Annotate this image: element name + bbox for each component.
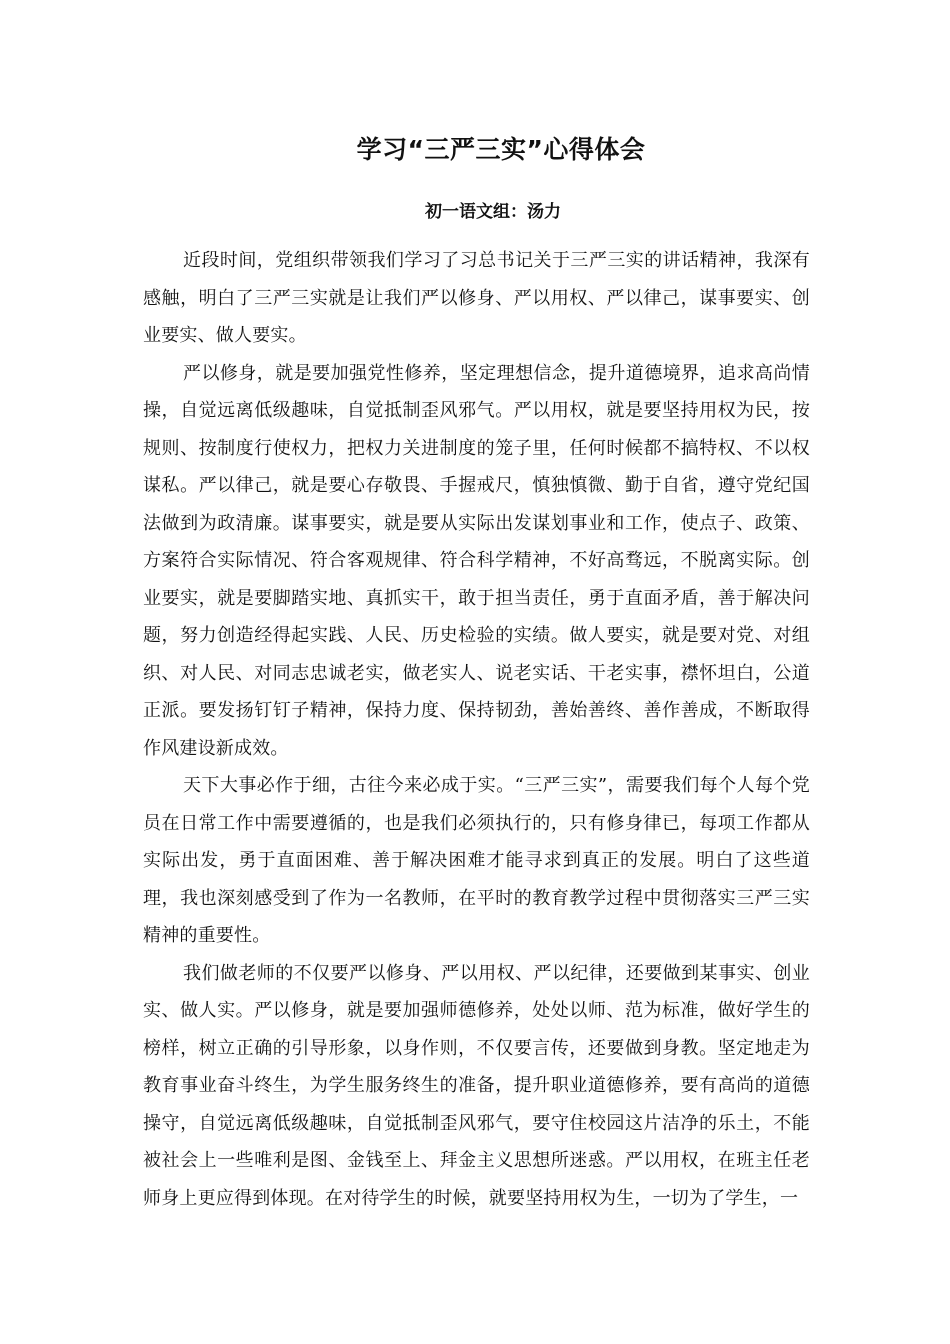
paragraph: 我们做老师的不仅要严以修身、严以用权、严以纪律，还要做到某事实、创业实、做人实。严以修身，就是要加强师德修养，处处以师、范为标准，做好学生的榜样，树立正确的引导形象，以身作则，不仅要言传，还要做到身教。坚定地走为教育事业奋斗终生，为学生服务终生的准备，提升职业道德修养，要有高尚的道德操守，自觉远离低级趣味，自觉抵制歪风邪气，要守住校园这片洁净的乐土，不能被社会上一些唯利是图、金钱至上、拜金主义思想所迷惑。严以用权，在班主任老师身上更应得到体现。在对待学生的时候，就要坚持用权为生，一切为了学生，一 — [143, 962, 810, 1209]
paragraph: 严以修身，就是要加强党性修养，坚定理想信念，提升道德境界，追求高尚情操，自觉远离低级趣味，自觉抵制歪风邪气。严以用权，就是要坚持用权为民，按规则、按制度行使权力，把权力关进制度的笼子里，任何时候都不搞特权、不以权谋私。严以律己，就是要心存敬畏、手握戒尺，慎独慎微、勤于自省，遵守党纪国法做到为政清廉。谋事要实，就是要从实际出发谋划事业和工作，使点子、政策、方案符合实际情况、符合客观规律、符合科学精神，不好高骛远，不脱离实际。创业要实，就是要脚踏实地、真抓实干，敢于担当责任，勇于直面矛盾，善于解决问题，努力创造经得起实践、人民、历史检验的实绩。做人要实，就是要对党、对组织、对人民、对同志忠诚老实，做老实人、说老实话、干老实事，襟怀坦白，公道正派。要发扬钉钉子精神，保持力度、保持韧劲，善始善终、善作善成，不断取得作风建设新成效。 — [143, 362, 810, 759]
document-title: 学习“三严三实”心得体会 — [356, 135, 646, 164]
document-body — [143, 242, 810, 1217]
paragraph: 近段时间，党组织带领我们学习了习总书记关于三严三实的讲话精神，我深有感触，明白了三严三实就是让我们严以修身、严以用权、严以律己，谋事要实、创业要实、做人要实。 — [143, 250, 810, 346]
author-line: 初一语文组：汤力 — [425, 202, 561, 222]
paragraph: 天下大事必作于细，古往今来必成于实。“三严三实”，需要我们每个人每个党员在日常工作中需要遵循的，也是我们必须执行的，只有修身律已，每项工作都从实际出发，勇于直面困难、善于解决困难才能寻求到真正的发展。明白了这些道理，我也深刻感受到了作为一名教师，在平时的教育教学过程中贯彻落实三严三实精神的重要性。 — [143, 775, 810, 946]
